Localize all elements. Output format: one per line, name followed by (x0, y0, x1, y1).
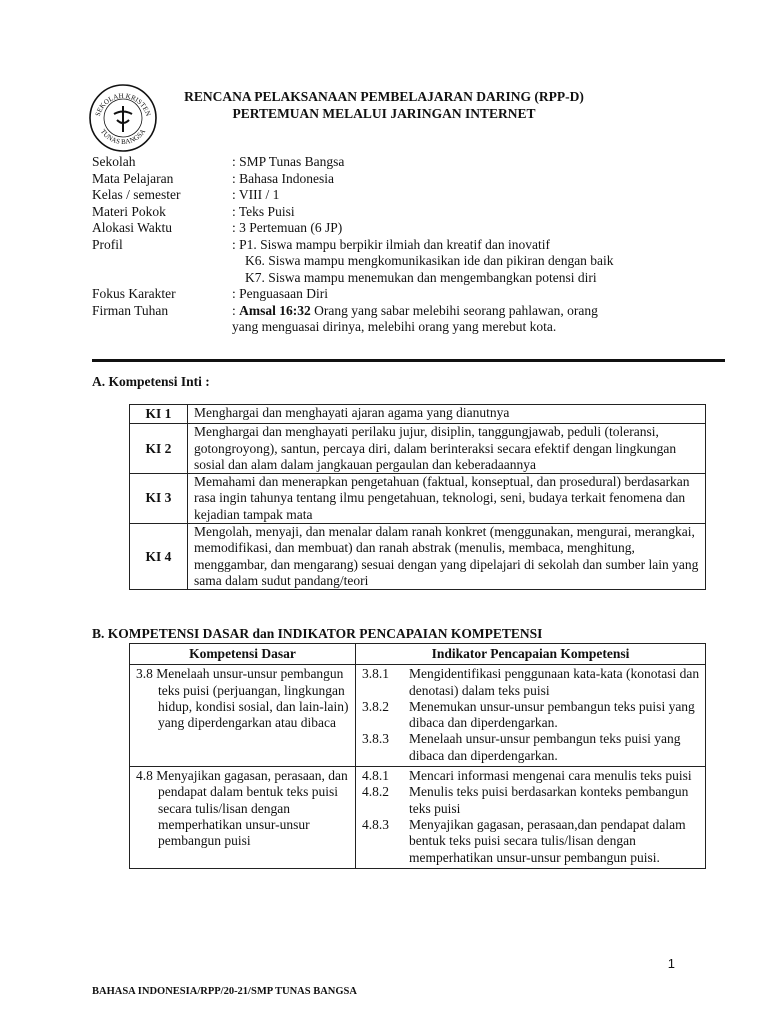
indicator-item: 4.8.3 Menyajikan gagasan, perasaan,dan pendapat dalam bentuk teks puisi secara tulis/lisan dengan memperhatikan unsur-unsur pembangun puisi. (362, 816, 686, 865)
indicator-item: 4.8.1 Mencari informasi mengenai cara menulis teks puisi (362, 768, 692, 784)
doc-title-line2: PERTEMUAN MELALUI JARINGAN INTERNET (232, 106, 536, 121)
info-row-fokus: Fokus Karakter : Penguasaan Diri (92, 286, 328, 301)
verse-reference: Amsal 16:32 (239, 302, 311, 318)
logo-text-bottom: TUNAS BANGSA (98, 127, 148, 147)
kompetensi-inti-table (129, 404, 706, 590)
info-block (92, 154, 682, 336)
table-row: 4.8 Menyajikan gagasan, perasaan, dan pendapat dalam bentuk teks puisi secara tulis/lisan dengan memperhatikan unsur-unsur pembangun puisi 4.8.1 Mencari informasi mengenai cara menulis teks puisi 4.8.2 Menulis teks puisi berdasarkan konteks pembangun teks puisi 4.8.3 Menyajikan gagasan, perasaan,dan pendapat dalam bentuk teks puisi secara tulis/lisan dengan memperhatikan unsur-unsur pembangun puisi. (130, 767, 706, 869)
info-row-alokasi: Alokasi Waktu : 3 Pertemuan (6 JP) (92, 220, 343, 235)
table-row: KI 1 Menghargai dan menghayati ajaran agama yang dianutnya (130, 405, 706, 424)
firman-line2: yang menguasai dirinya, melebihi orang yang merebut kota. (232, 319, 557, 334)
info-row-materi: Materi Pokok : Teks Puisi (92, 203, 295, 219)
logo-text-top: SEKOLAH KRISTEN (93, 91, 153, 118)
table-header-row (130, 644, 706, 665)
table-row: KI 3 Memahami dan menerapkan pengetahuan (faktual, konseptual, dan prosedural) berdasarkan rasa ingin tahunya tentang ilmu pengetahuan, teknologi, seni, budaya terkait fenomena dan kejadian tampak mata (130, 474, 706, 524)
info-row-firman: Firman Tuhan : Amsal 16:32 Orang yang sabar melebihi seorang pahlawan, orang (92, 302, 598, 318)
info-row-kelas: Kelas / semester : VIII / 1 (92, 187, 280, 202)
info-row-mapel: Mata Pelajaran : Bahasa Indonesia (92, 170, 334, 186)
section-b-heading: B. KOMPETENSI DASAR dan INDIKATOR PENCAPAIAN KOMPETENSI (92, 626, 543, 641)
page-number: 1 (667, 956, 675, 971)
indicator-item: 4.8.2 Menulis teks puisi berdasarkan konteks pembangun teks puisi (362, 784, 689, 816)
indicator-item: 3.8.2 Menemukan unsur-unsur pembangun teks puisi yang dibaca dan diperdengarkan. (362, 698, 695, 731)
col-indikator: Indikator Pencapaian Kompetensi (356, 644, 706, 665)
info-row-sekolah: Sekolah : SMP Tunas Bangsa (92, 154, 345, 169)
page-footer: BAHASA INDONESIA/RPP/20-21/SMP TUNAS BANGSA (92, 986, 357, 997)
indicator-item: 3.8.1 Mengidentifikasi penggunaan kata-kata (konotasi dan denotasi) dalam teks puisi (362, 666, 700, 698)
doc-title-line1: RENCANA PELAKSANAAN PEMBELAJARAN DARING (RPP-D) (184, 89, 584, 104)
profil-line3: K7. Siswa mampu menemukan dan mengembangkan potensi diri (245, 269, 597, 285)
table-row: 3.8 Menelaah unsur-unsur pembangun teks puisi (perjuangan, lingkungan hidup, kondisi sosial, dan lain-lain) yang diperdengarkan atau dibaca 3.8.1 Mengidentifikasi penggunaan kata-kata (konotasi dan denotasi) dalam teks puisi 3.8.2 Menemukan unsur-unsur pembangun teks puisi yang dibaca dan diperdengarkan. 3.8.3 Menelaah unsur-unsur pembangun teks puisi yang dibaca dan diperdengarkan. (130, 665, 706, 767)
horizontal-rule (92, 359, 725, 362)
profil-line2: K6. Siswa mampu mengkomunikasikan ide dan pikiran dengan baik (245, 253, 614, 268)
table-row: KI 4 Mengolah, menyaji, dan menalar dalam ranah konkret (menggunakan, mengurai, merangkai, memodifikasi, dan membuat) dan ranah abstrak (menulis, membaca, menghitung, menggambar, dan mengarang) sesuai dengan yang dipelajari di sekolah dan sumber lain yang sama dalam sudut pandang/teori (130, 524, 706, 590)
indicator-item: 3.8.3 Menelaah unsur-unsur pembangun teks puisi yang dibaca dan diperdengarkan. (362, 731, 681, 763)
table-row: KI 2 Menghargai dan menghayati perilaku jujur, disiplin, tanggungjawab, peduli (toleransi, gotongroyong), santun, percaya diri, dalam berinteraksi secara efektif dengan lingkungan sosial dan alam dalam jangkauan pergaulan dan keberadaannya (130, 424, 706, 474)
info-row-profil: Profil : P1. Siswa mampu berpikir ilmiah dan kreatif dan inovatif (92, 236, 550, 252)
section-a-heading: A. Kompetensi Inti : (92, 374, 210, 389)
col-kompetensi-dasar: Kompetensi Dasar (130, 644, 356, 665)
kompetensi-dasar-table (129, 643, 706, 869)
